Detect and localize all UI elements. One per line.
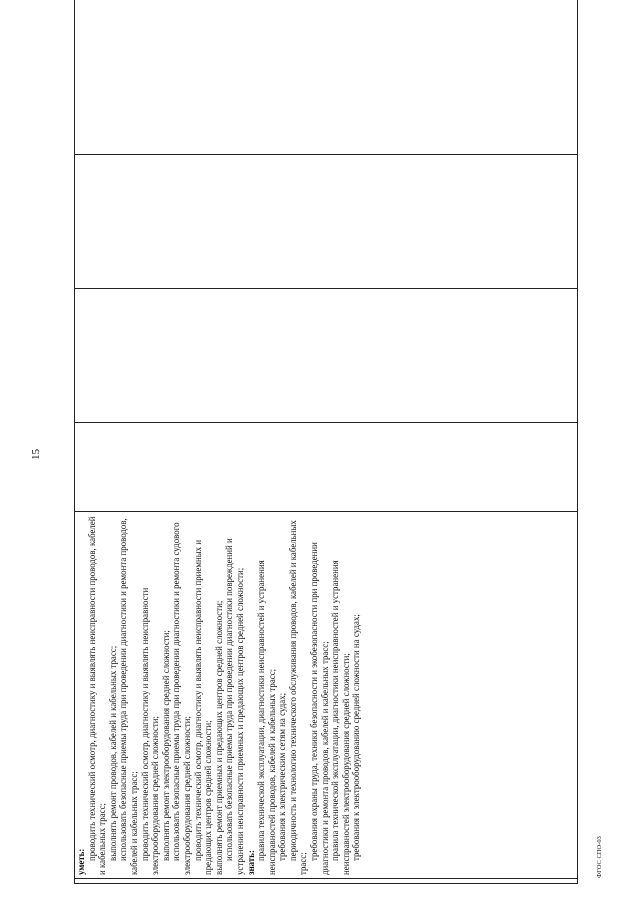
umet-item: использовать безопасные приемы труда при проведении диагностики и ремонта проводов, кабелей и кабельных трасс; xyxy=(118,518,139,875)
znat-item: периодичность и технологию технического обслуживания проводов, кабелей и кабельных трасс; xyxy=(287,520,309,875)
umet-item: проводить технический осмотр, диагностику и выявлять неисправности проводов, кабелей и кабельных трасс; xyxy=(86,516,108,875)
table-cell-empty xyxy=(75,0,578,155)
znat-label: знать: xyxy=(245,850,256,875)
znat-item: требования к электрическим сетям на судах; xyxy=(277,692,288,861)
table-row xyxy=(75,0,578,884)
table-cell-margin xyxy=(75,879,578,884)
page-number-text: 15 xyxy=(30,449,42,460)
umet-label: уметь: xyxy=(76,848,86,875)
znat-item: требования охраны труда, техники безопасности и экобезопасности при проведении диагностики и ремонта проводов, кабелей и кабельных трасс; xyxy=(309,542,330,875)
umet-item: проводить технический осмотр, диагностику и выявлять неисправности электрооборудования средней сложности; xyxy=(139,587,161,875)
table-cell-content xyxy=(75,512,578,879)
umet-item: выполнять ремонт приемных и предающих центров средней сложности; xyxy=(213,600,224,875)
znat-item: правила технической эксплуатации, диагностики неисправностей и устранения неисправностей электрооборудования средней сложности; xyxy=(330,560,351,875)
umet-item: выполнять ремонт проводов, кабелей и кабельных трасс; xyxy=(107,645,118,861)
rotated-table xyxy=(74,44,578,884)
table-cell-empty xyxy=(75,289,578,423)
table-cell-empty xyxy=(75,155,578,289)
footer-code-text: ФГОС СПО-03 xyxy=(596,836,603,878)
skills-text-block xyxy=(75,512,362,878)
competency-table xyxy=(74,0,578,884)
umet-item: выполнять ремонт электрооборудования средней сложности; xyxy=(160,630,171,861)
znat-item: требования к электрооборудованию средней сложности на судах; xyxy=(351,614,362,861)
znat-item: правила технической эксплуатации, диагностики неисправностей и устранения неисправностей проводов, кабелей и кабельных трасс; xyxy=(256,560,277,875)
umet-item: использовать безопасные приемы труда при проведении диагностики повреждений и устранении неисправности приемных и предающих центров средней сложности; xyxy=(224,538,245,875)
umet-item: проводить технический осмотр, диагностику и выявлять неисправности приемных и предающих центров средней сложности; xyxy=(192,539,214,875)
table-cell-empty xyxy=(75,423,578,512)
umet-item: использовать безопасные приемы труда при проведении диагностики и ремонта судового электрооборудования средней сложности; xyxy=(171,522,192,875)
